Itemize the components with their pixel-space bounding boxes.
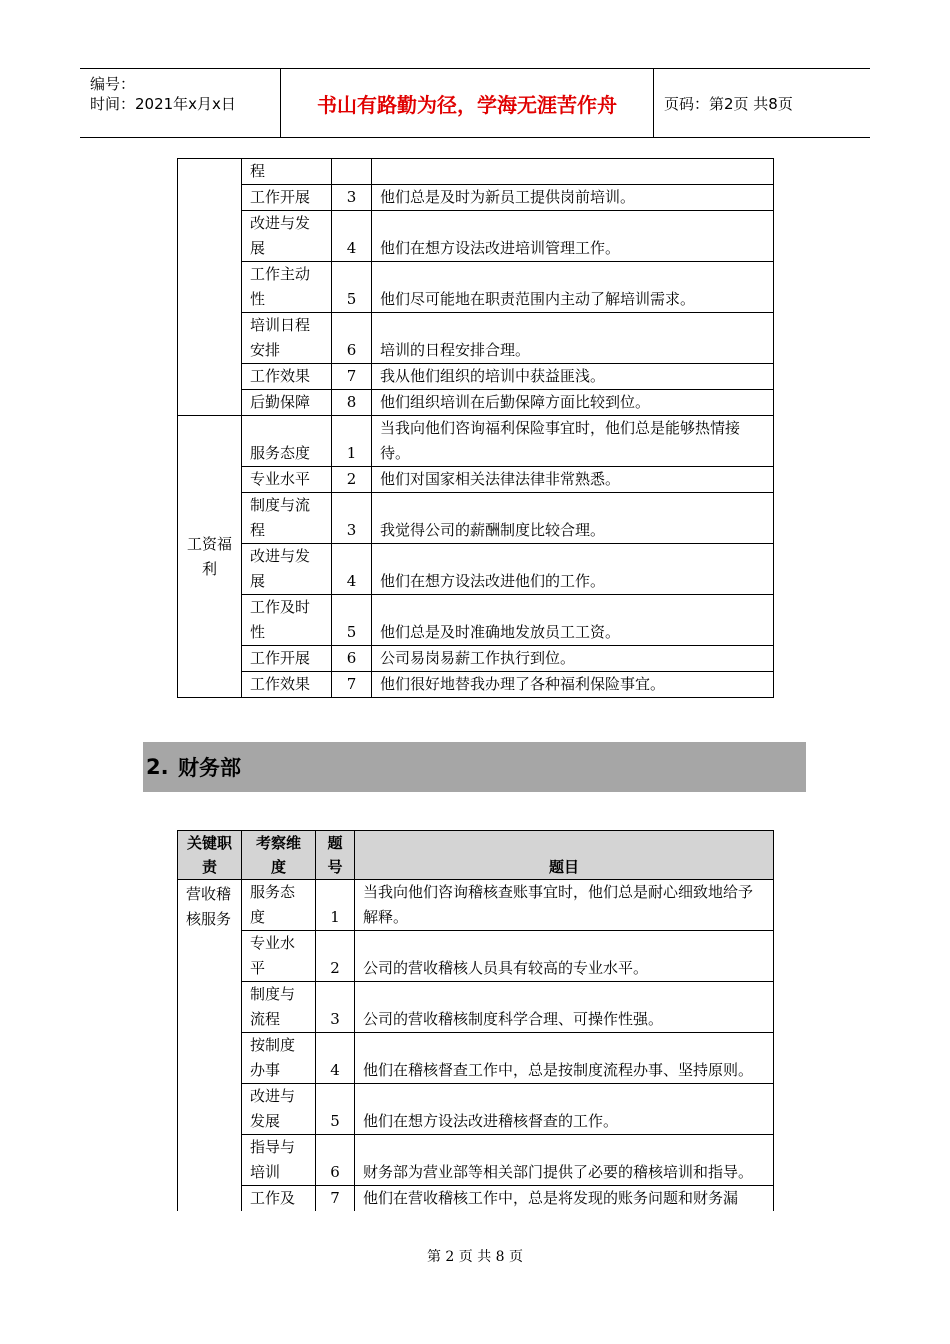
dimension-cell: 工作开展 [242,646,332,672]
question-cell: 他们在营收稽核工作中，总是将发现的账务问题和财务漏 [355,1186,774,1212]
table-row [178,880,774,931]
question-cell: 公司易岗易薪工作执行到位。 [372,646,774,672]
section-title: 财务部 [178,756,241,780]
survey-table-finance [177,830,774,1211]
table-row [178,1135,774,1186]
number-cell [332,159,372,185]
table-row [178,493,774,544]
survey-table-hr [177,158,774,698]
number-cell: 7 [316,1186,355,1212]
dimension-cell: 指导与培训 [242,1135,316,1186]
table-row [178,1084,774,1135]
number-cell: 3 [332,185,372,211]
dimension-cell: 专业水平 [242,467,332,493]
dimension-cell: 工作效果 [242,364,332,390]
dimension-cell: 改进与发展 [242,1084,316,1135]
question-cell: 他们在稽核督查工作中，总是按制度流程办事、坚持原则。 [355,1033,774,1084]
section-heading [143,742,806,792]
table-row [178,595,774,646]
header-key-duty: 关键职责 [178,831,242,880]
question-cell: 他们组织培训在后勤保障方面比较到位。 [372,390,774,416]
question-cell: 财务部为营业部等相关部门提供了必要的稽核培训和指导。 [355,1135,774,1186]
question-cell: 我觉得公司的薪酬制度比较合理。 [372,493,774,544]
dimension-cell: 后勤保障 [242,390,332,416]
table-row [178,1186,774,1212]
table-row [178,211,774,262]
question-cell: 当我向他们咨询稽核查账事宜时，他们总是耐心细致地给予解释。 [355,880,774,931]
question-cell [372,159,774,185]
dimension-cell: 工作主动性 [242,262,332,313]
dimension-cell: 工作及时性 [242,595,332,646]
header-motto: 书山有路勤为径，学海无涯苦作舟 [281,69,654,137]
number-cell: 5 [332,262,372,313]
dimension-cell: 服务态度 [242,416,332,467]
question-cell: 他们总是及时为新员工提供岗前培训。 [372,185,774,211]
table-row [178,262,774,313]
number-cell: 2 [332,467,372,493]
header-page-info: 页码：第2页 共8页 [664,94,793,113]
number-cell: 1 [316,880,355,931]
table-row [178,159,774,185]
number-cell: 4 [332,211,372,262]
number-cell: 7 [332,672,372,698]
dimension-cell: 工作及 [242,1186,316,1212]
question-cell: 培训的日程安排合理。 [372,313,774,364]
number-cell: 3 [316,982,355,1033]
table-row [178,185,774,211]
dimension-cell: 制度与流程 [242,982,316,1033]
header-meta [80,69,281,137]
category-cell: 工资福利 [178,416,242,698]
number-cell: 2 [316,931,355,982]
page-header [80,68,870,138]
question-cell: 当我向他们咨询福利保险事宜时，他们总是能够热情接待。 [372,416,774,467]
question-cell: 公司的营收稽核制度科学合理、可操作性强。 [355,982,774,1033]
dimension-cell: 服务态度 [242,880,316,931]
time-label: 时间：2021年x月x日 [90,95,236,113]
table-row [178,544,774,595]
number-cell: 5 [332,595,372,646]
table-row [178,672,774,698]
question-cell: 他们总是及时准确地发放员工工资。 [372,595,774,646]
table-row [178,1033,774,1084]
number-cell: 4 [316,1033,355,1084]
number-cell: 6 [316,1135,355,1186]
question-cell: 他们尽可能地在职责范围内主动了解培训需求。 [372,262,774,313]
dimension-cell: 培训日程安排 [242,313,332,364]
header-number: 题号 [316,831,355,880]
dimension-cell: 改进与发展 [242,211,332,262]
section-number: 2. [146,755,169,779]
dimension-cell: 按制度办事 [242,1033,316,1084]
number-cell: 1 [332,416,372,467]
number-cell: 8 [332,390,372,416]
number-cell: 6 [332,646,372,672]
header-question: 题目 [355,831,774,880]
dimension-cell: 专业水平 [242,931,316,982]
page-footer: 第 2 页 共 8 页 [426,1249,524,1265]
dimension-cell: 改进与发展 [242,544,332,595]
question-cell: 他们很好地替我办理了各种福利保险事宜。 [372,672,774,698]
header-dimension: 考察维度 [242,831,316,880]
table-row [178,467,774,493]
question-cell: 他们对国家相关法律法律非常熟悉。 [372,467,774,493]
question-cell: 公司的营收稽核人员具有较高的专业水平。 [355,931,774,982]
number-cell: 6 [332,313,372,364]
dimension-cell: 程 [242,159,332,185]
number-cell: 4 [332,544,372,595]
number-cell: 5 [316,1084,355,1135]
table-row [178,982,774,1033]
number-cell: 7 [332,364,372,390]
table-header-row [178,831,774,880]
category-cell [178,159,242,416]
question-cell: 我从他们组织的培训中获益匪浅。 [372,364,774,390]
number-cell: 3 [332,493,372,544]
dimension-cell: 工作开展 [242,185,332,211]
table-row [178,390,774,416]
code-label: 编号： [90,75,136,93]
question-cell: 他们在想方设法改进培训管理工作。 [372,211,774,262]
table-row [178,416,774,467]
dimension-cell: 工作效果 [242,672,332,698]
question-cell: 他们在想方设法改进他们的工作。 [372,544,774,595]
table-row [178,364,774,390]
question-cell: 他们在想方设法改进稽核督查的工作。 [355,1084,774,1135]
table-row [178,313,774,364]
table-row [178,931,774,982]
dimension-cell: 制度与流程 [242,493,332,544]
table-row [178,646,774,672]
category-cell: 营收稽核服务 [178,880,242,1212]
